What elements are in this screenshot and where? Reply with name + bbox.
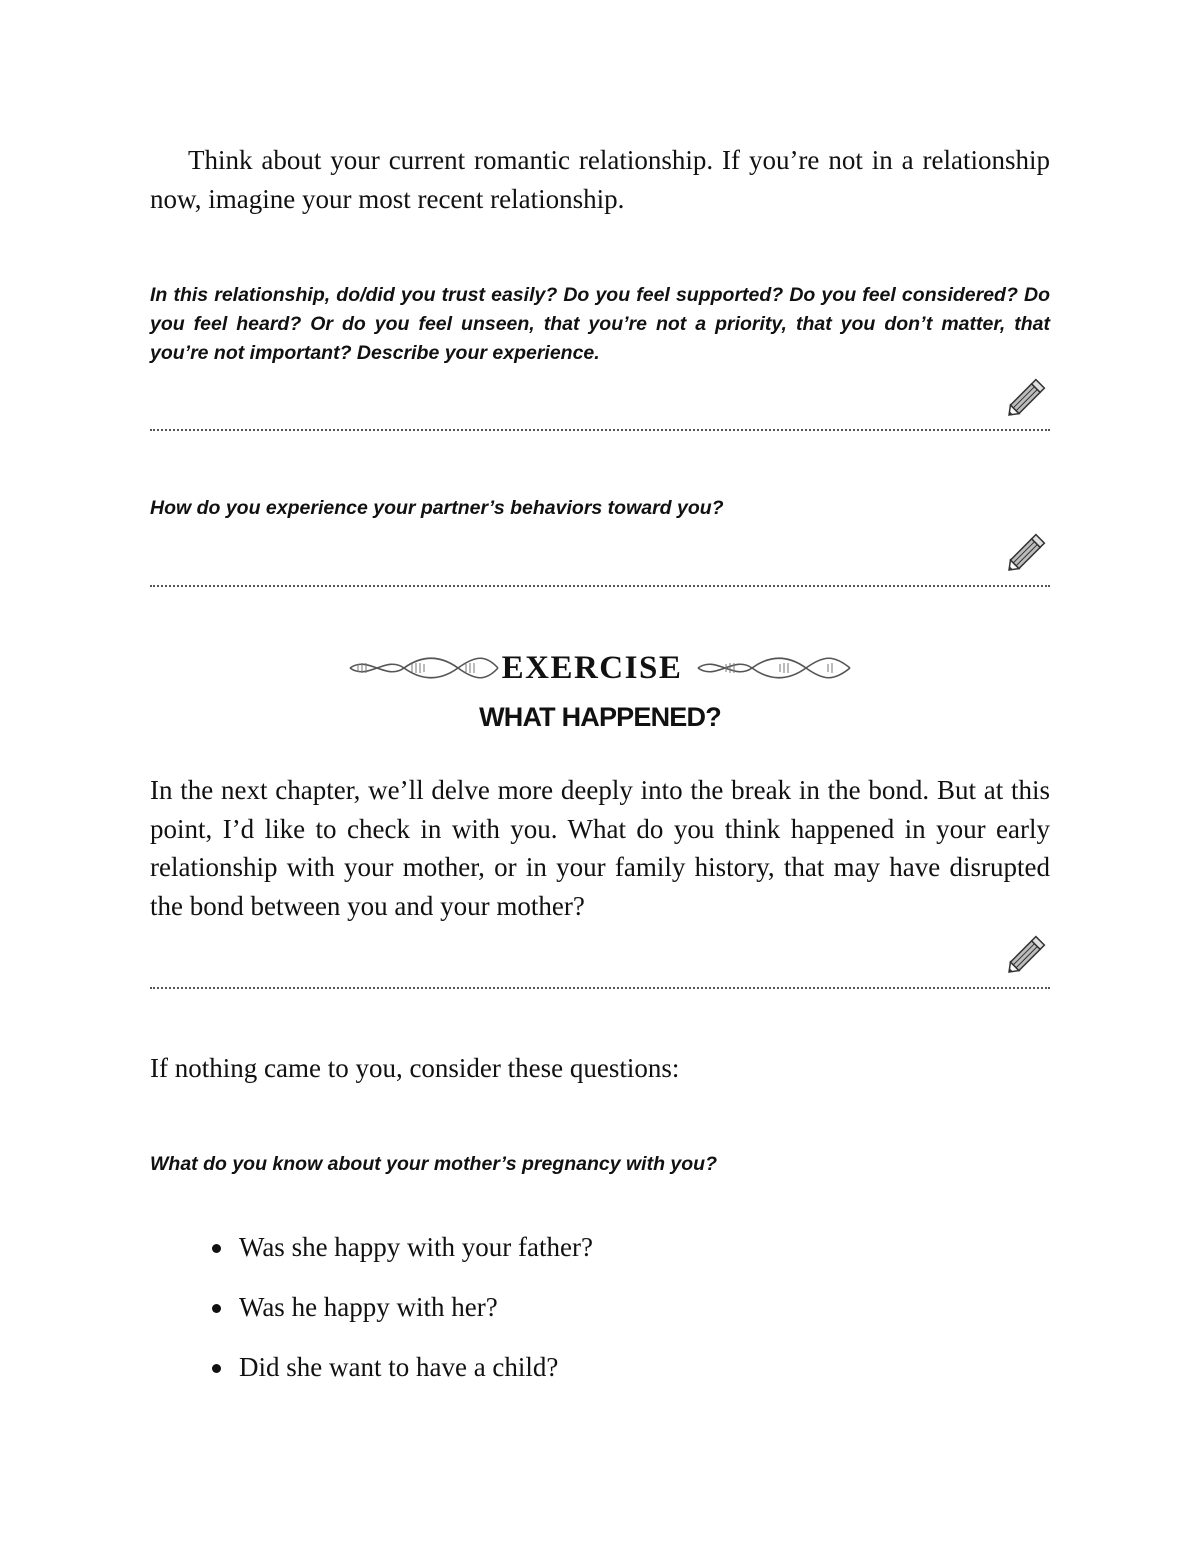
list-item [150, 1288, 498, 1326]
prompt-partner [150, 494, 1050, 523]
exercise-body [150, 771, 1050, 925]
exercise-label: EXERCISE [501, 649, 683, 686]
intro-text: Think about your current romantic relationship. If you’re not in a relationship now, imagine your most recent relationship. [150, 145, 1050, 214]
question-list [150, 1228, 1050, 1408]
list-item-text: Was she happy with your father? [239, 1232, 593, 1262]
list-item-text: Was he happy with her? [239, 1292, 498, 1322]
intro-paragraph [150, 141, 1050, 218]
pencil-icon [1002, 375, 1050, 421]
dna-strand-icon [696, 657, 852, 679]
exercise-body-text: In the next chapter, we’ll delve more deeply into the break in the bond. But at this point, I’d like to check in with you. What do you think happened in your early relationship with your mother, or in your family history, that may have disrupted the bond between you and your mother? [150, 775, 1050, 921]
list-item [150, 1348, 558, 1386]
list-item [150, 1228, 593, 1266]
bullet-icon [212, 1364, 221, 1373]
list-item-text: Did she want to have a child? [239, 1352, 559, 1382]
answer-line-partner[interactable] [150, 585, 1050, 587]
pencil-icon [1002, 530, 1050, 576]
prompt-pregnancy-text: What do you know about your mother’s pregnancy with you? [150, 1153, 717, 1175]
bullet-icon [212, 1244, 221, 1253]
answer-line-trust[interactable] [150, 429, 1050, 431]
prompt-partner-text: How do you experience your partner’s behaviors toward you? [150, 497, 724, 519]
prompt-trust-text: In this relationship, do/did you trust easily? Do you feel supported? Do you feel considered? Do you feel heard? Or do you feel unseen, that you’re not a priority, that you don’t matter, that you’re not important? Describe your experience. [150, 284, 1050, 364]
prompt-pregnancy [150, 1150, 1050, 1179]
bullet-icon [212, 1304, 221, 1313]
followup-text: If nothing came to you, consider these questions: [150, 1053, 680, 1083]
pencil-icon [1002, 932, 1050, 978]
exercise-heading [340, 646, 860, 690]
dna-strand-icon [348, 657, 500, 679]
answer-line-exercise[interactable] [150, 987, 1050, 989]
prompt-trust [150, 281, 1050, 368]
exercise-title: WHAT HAPPENED? [479, 702, 721, 732]
followup-paragraph [150, 1049, 1050, 1088]
